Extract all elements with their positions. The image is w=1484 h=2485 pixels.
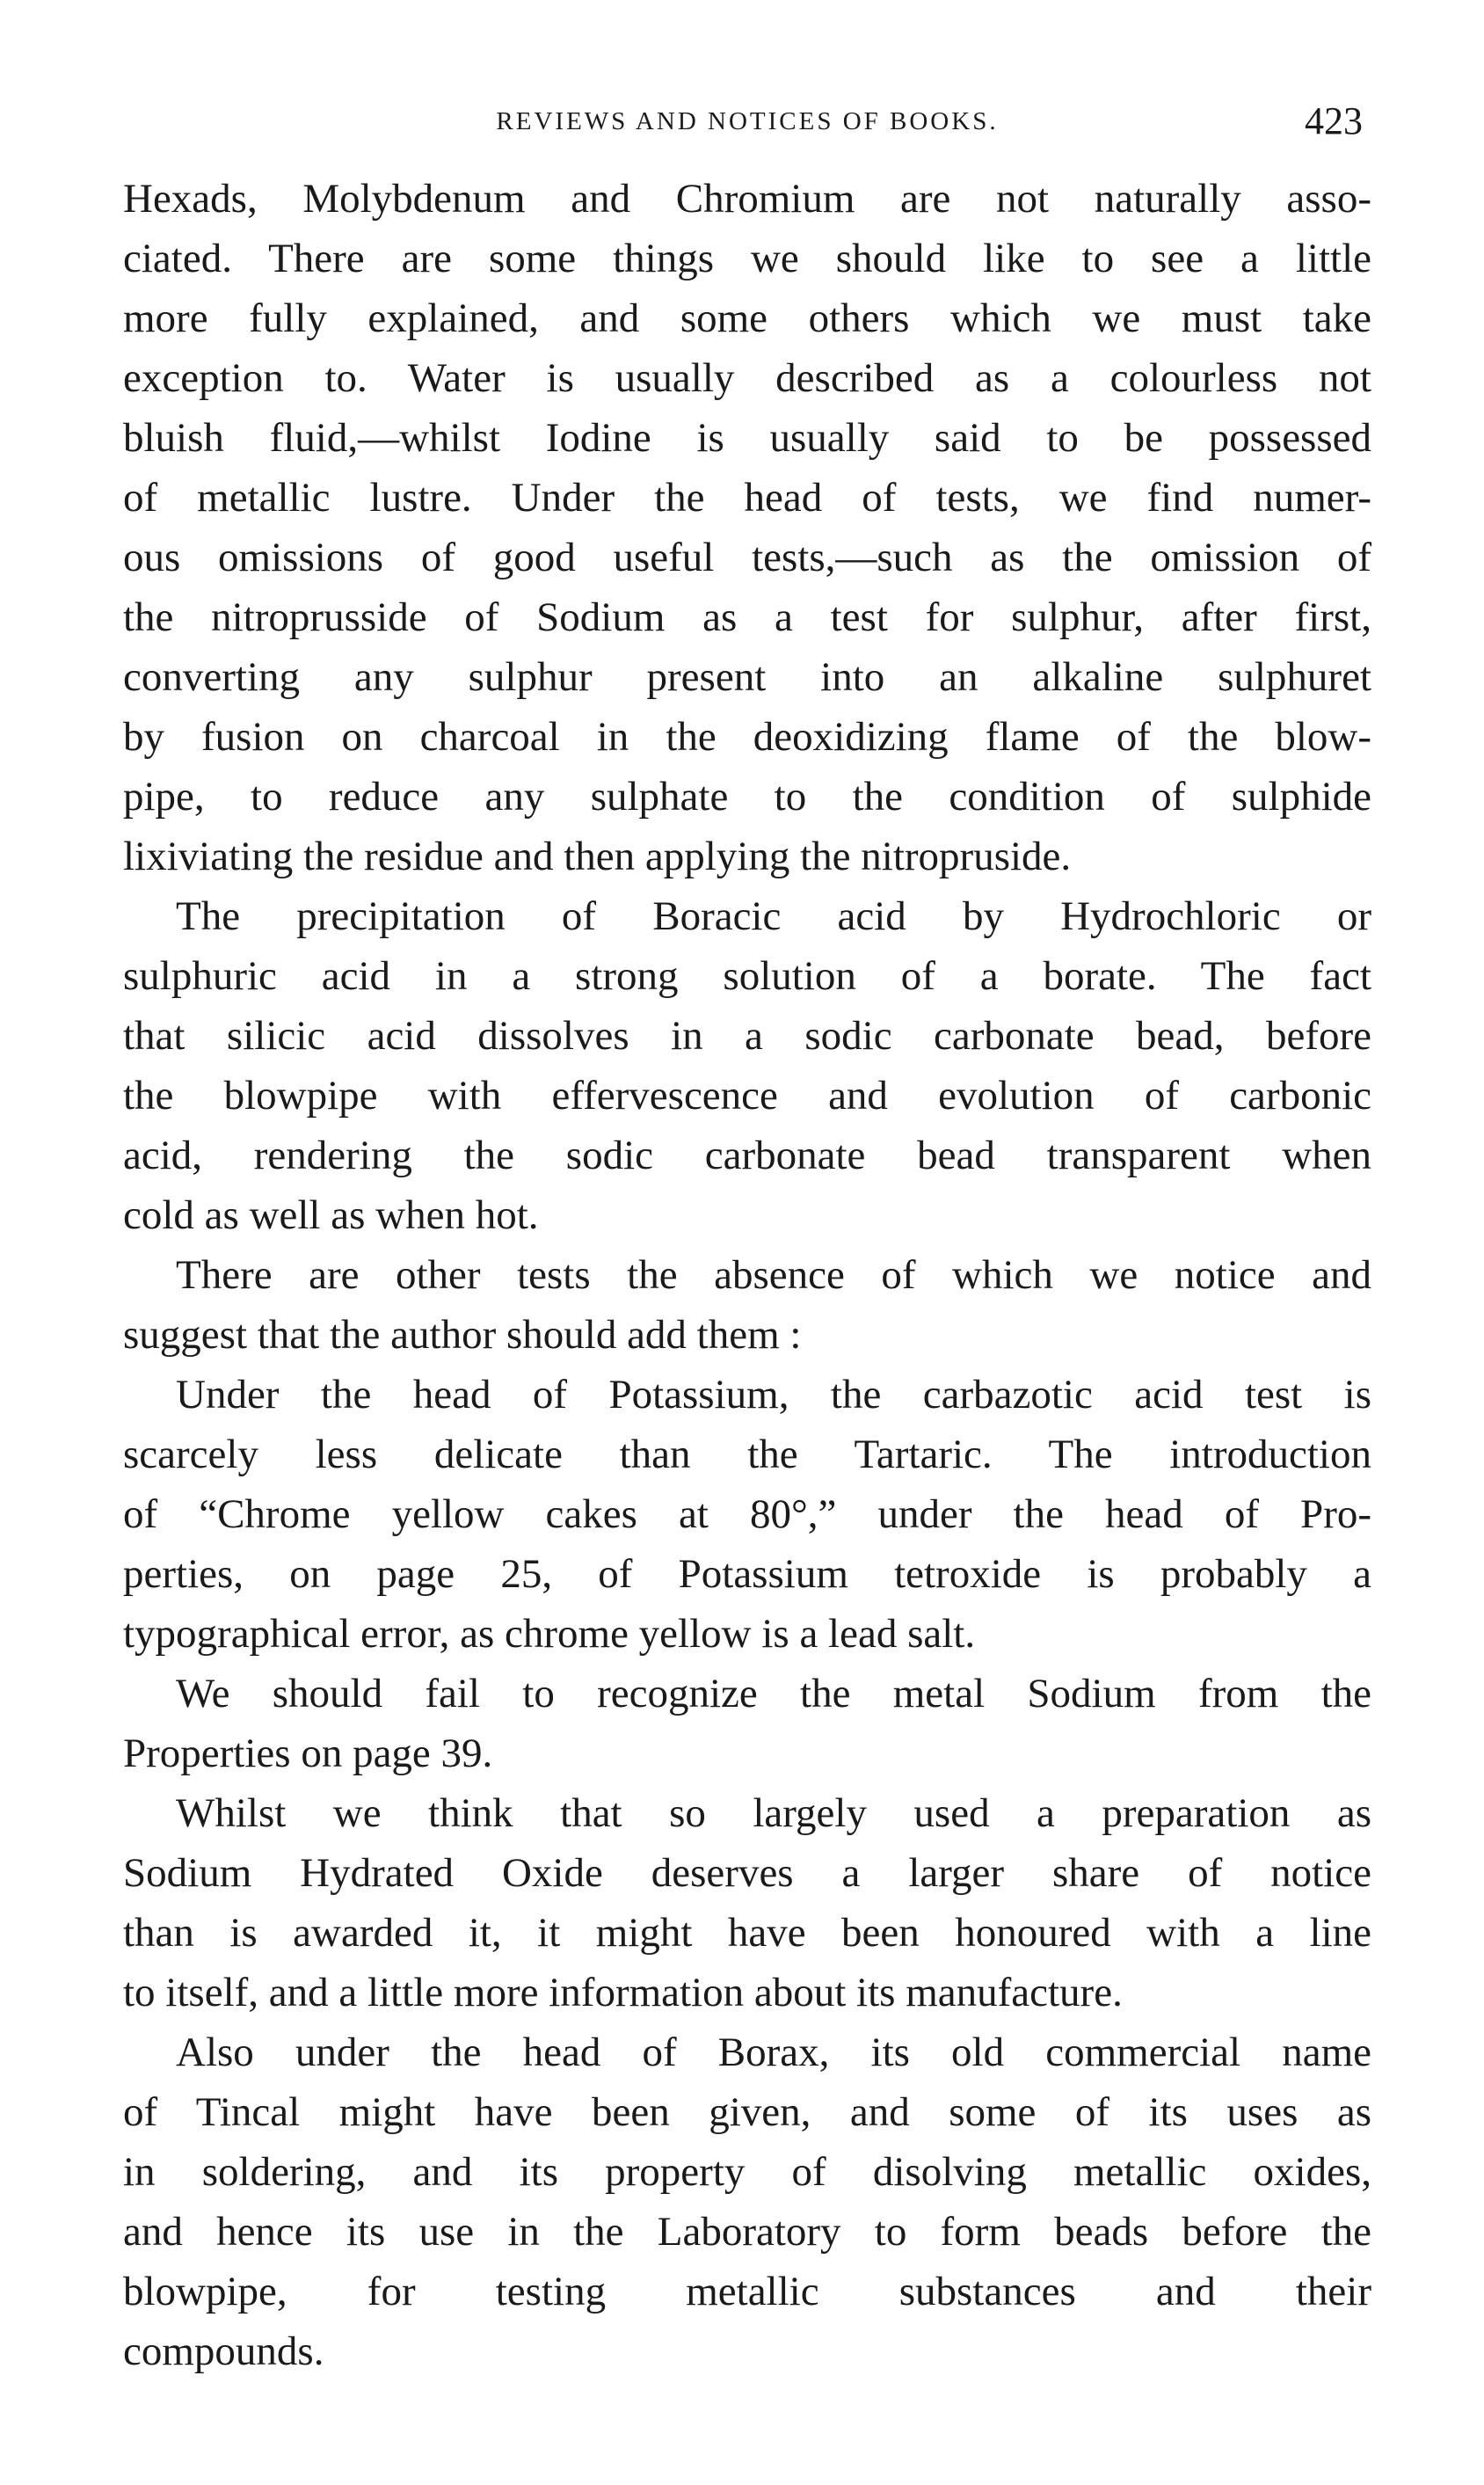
text-line: Whilst we think that so largely used a preparation as: [176, 1790, 1371, 1836]
text-line: than is awarded it, it might have been honoured with a line: [123, 1910, 1371, 1956]
text-line: of metallic lustre. Under the head of tests, we find numer-: [123, 475, 1371, 521]
running-head: [123, 95, 1371, 148]
text-line: more fully explained, and some others which we must take: [123, 295, 1371, 341]
text-line: pipe, to reduce any sulphate to the condition of sulphide: [123, 774, 1371, 820]
text-line: by fusion on charcoal in the deoxidizing flame of the blow-: [123, 714, 1371, 760]
page-number: 423: [1305, 99, 1363, 142]
text-line: converting any sulphur present into an alkaline sulphuret: [123, 654, 1371, 700]
text-line: scarcely less delicate than the Tartaric. The introduction: [123, 1432, 1371, 1477]
text-line: lixiviating the residue and then applying the nitropruside.: [123, 834, 1072, 879]
text-line: Also under the head of Borax, its old commercial name: [176, 2030, 1371, 2075]
running-title: REVIEWS AND NOTICES OF BOOKS.: [496, 107, 999, 135]
text-line: We should fail to recognize the metal Sodium from the: [176, 1671, 1371, 1716]
text-line: cold as well as when hot.: [123, 1192, 539, 1238]
text-line: the blowpipe with effervescence and evolution of carbonic: [123, 1073, 1371, 1119]
text-line: exception to. Water is usually described as a colourless not: [123, 355, 1371, 401]
text-line: typographical error, as chrome yellow is a lead salt.: [123, 1611, 976, 1657]
text-line: of Tincal might have been given, and some of its uses as: [123, 2089, 1371, 2135]
text-line: of “Chrome yellow cakes at 80°,” under the head of Pro-: [123, 1491, 1371, 1537]
text-line: blowpipe, for testing metallic substances and their: [123, 2269, 1371, 2314]
text-line: the nitroprusside of Sodium as a test for sulphur, after first,: [123, 594, 1371, 640]
text-line: perties, on page 25, of Potassium tetroxide is probably a: [123, 1551, 1371, 1597]
text-line: Under the head of Potassium, the carbazotic acid test is: [176, 1372, 1371, 1417]
text-line: sulphuric acid in a strong solution of a borate. The fact: [123, 953, 1371, 999]
text-line: ous omissions of good useful tests,—such as the omission of: [123, 535, 1371, 580]
text-line: to itself, and a little more information about its manufacture.: [123, 1970, 1123, 2015]
text-line: in soldering, and its property of disolving metallic oxides,: [123, 2149, 1371, 2195]
text-line: and hence its use in the Laboratory to form beads before the: [123, 2209, 1371, 2255]
text-line: ciated. There are some things we should like to see a little: [123, 236, 1371, 281]
text-line: compounds.: [123, 2328, 324, 2374]
text-line: that silicic acid dissolves in a sodic carbonate bead, before: [123, 1013, 1371, 1059]
text-line: bluish fluid,—whilst Iodine is usually said to be possessed: [123, 415, 1371, 461]
text-line: The precipitation of Boracic acid by Hydrochloric or: [176, 893, 1371, 939]
body-text: [123, 169, 1371, 2381]
text-line: Properties on page 39.: [123, 1731, 493, 1776]
text-line: There are other tests the absence of which we notice and: [176, 1252, 1371, 1298]
text-line: acid, rendering the sodic carbonate bead transparent when: [123, 1133, 1371, 1178]
text-line: suggest that the author should add them :: [123, 1312, 802, 1358]
text-line: Sodium Hydrated Oxide deserves a larger share of notice: [123, 1850, 1371, 1896]
text-line: Hexads, Molybdenum and Chromium are not naturally asso-: [123, 176, 1371, 222]
